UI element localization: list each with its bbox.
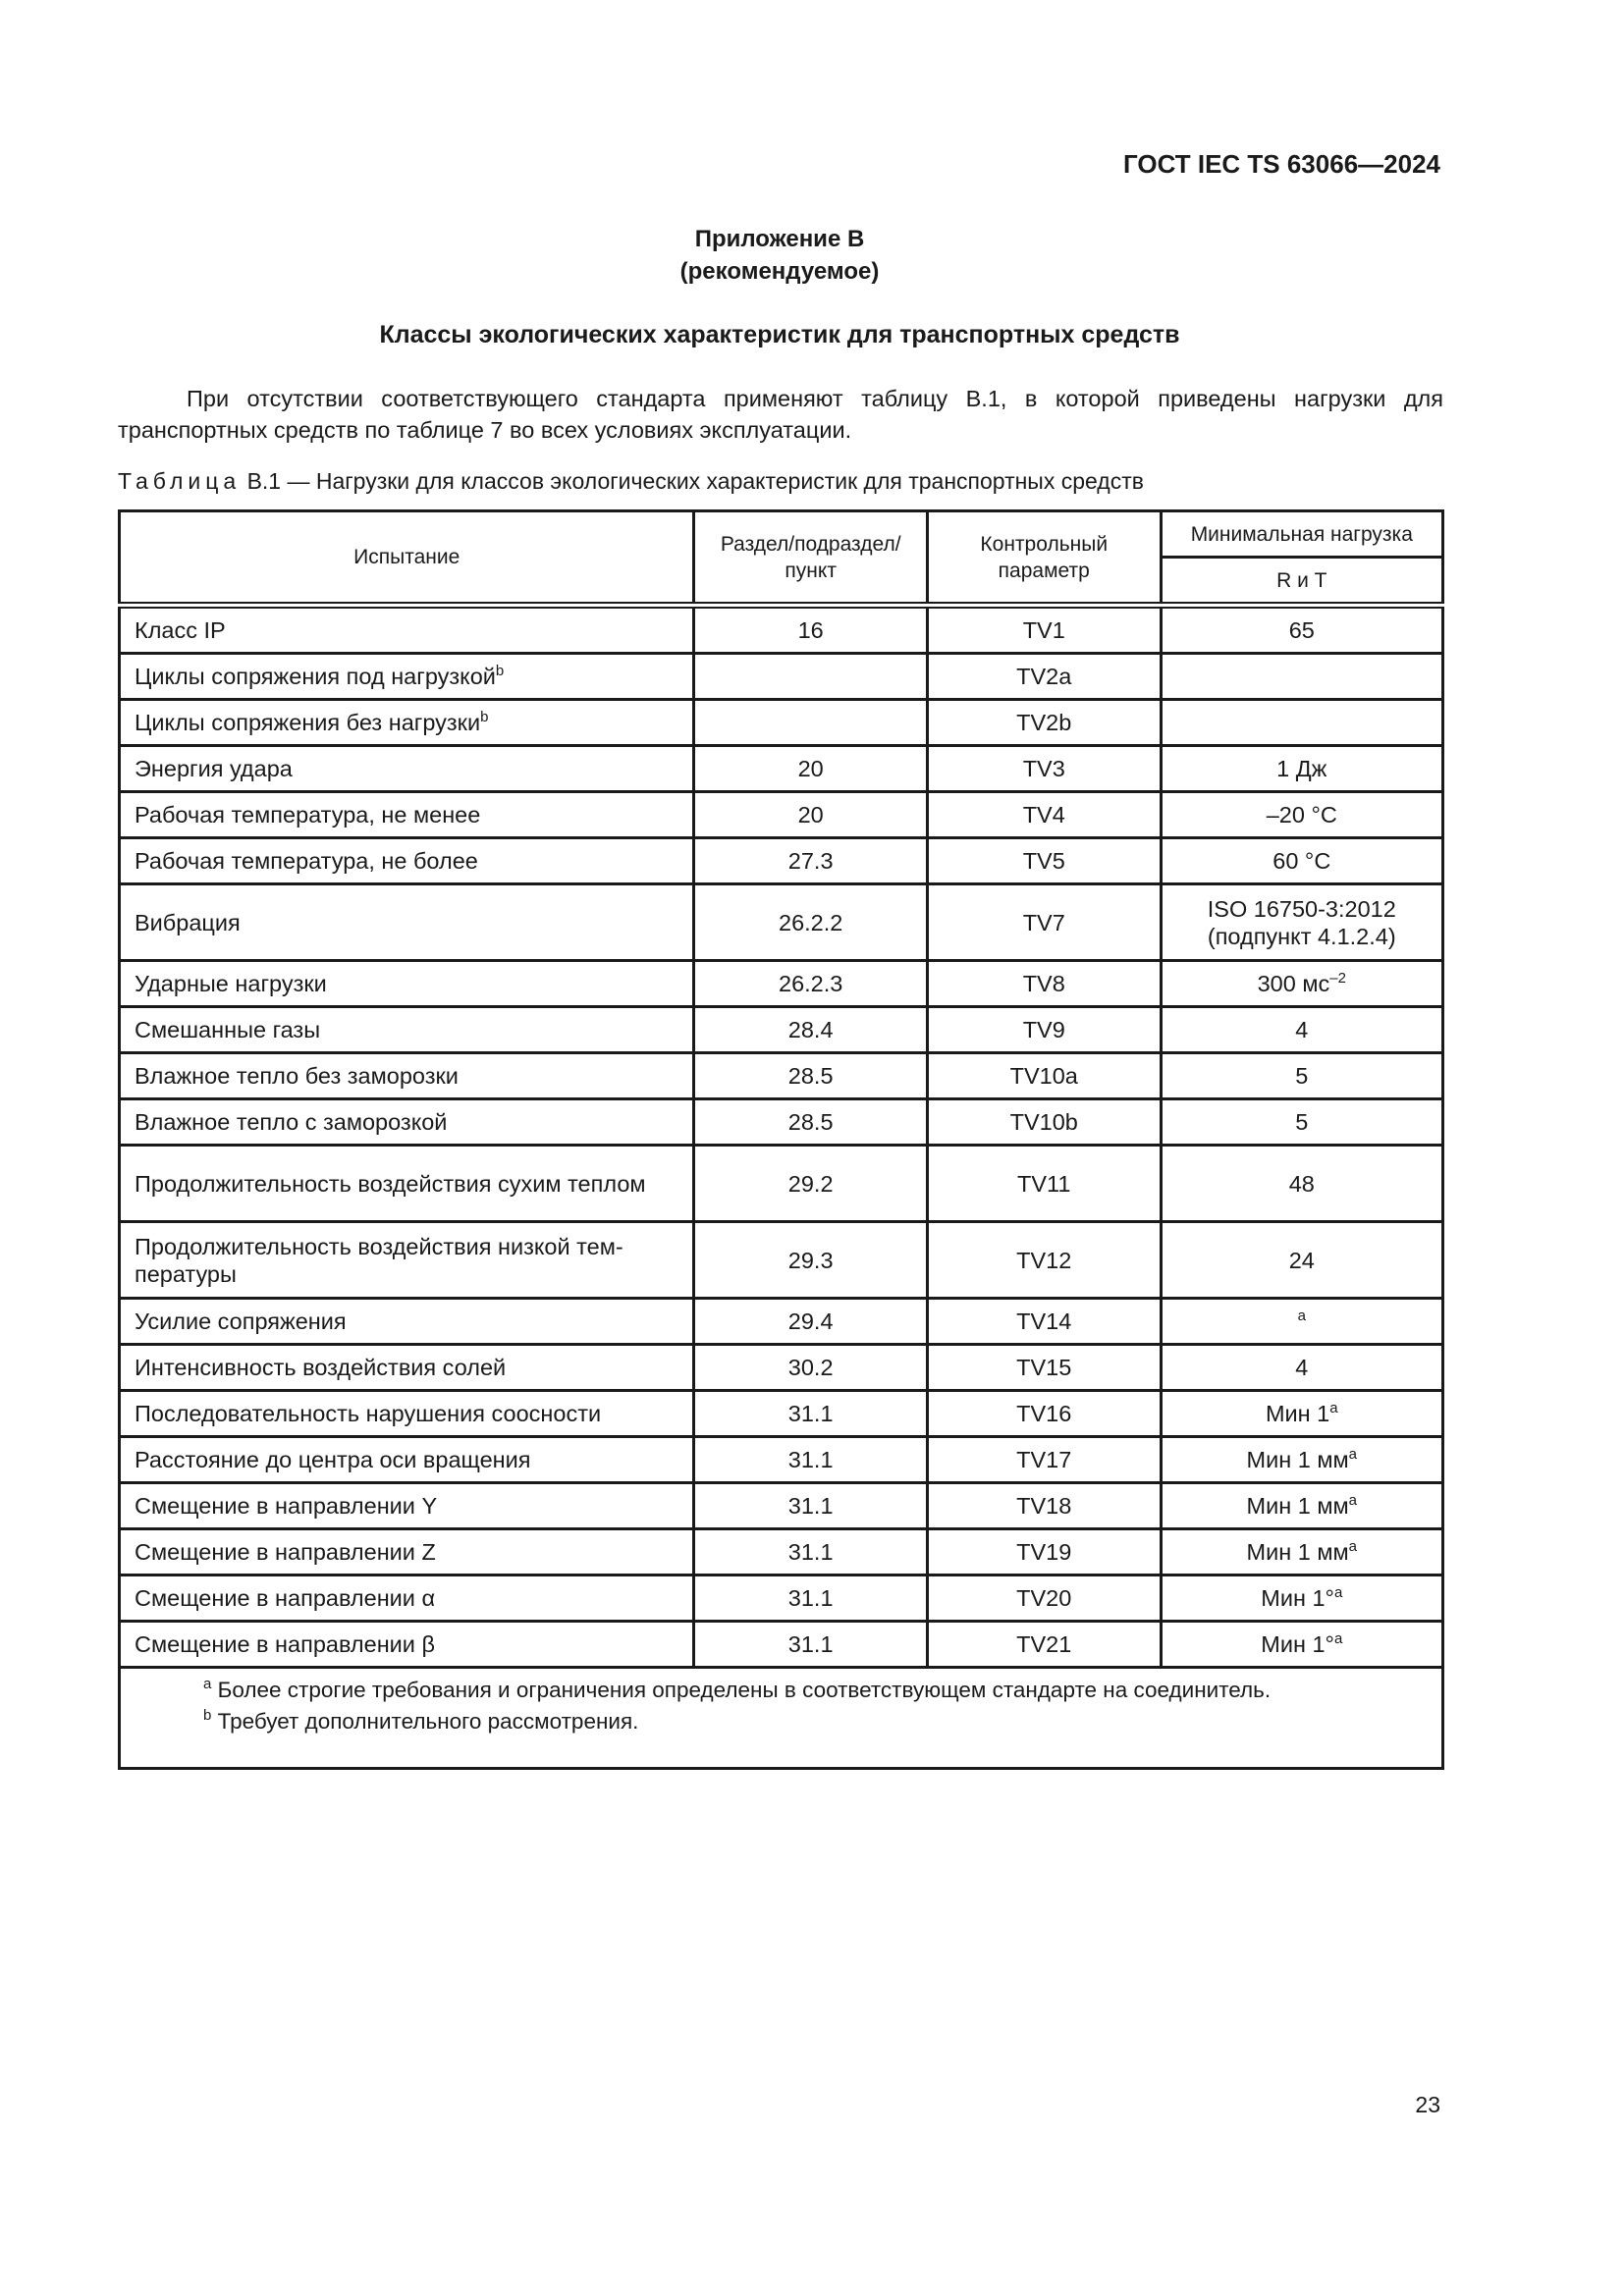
- value-cell-text: 60 °C: [1272, 848, 1331, 874]
- section-cell-text: 28.4: [787, 1017, 834, 1042]
- table-row: [120, 1622, 1443, 1668]
- section-cell: [694, 1529, 928, 1575]
- value-cell: [1161, 1622, 1442, 1668]
- table-row: [120, 1299, 1443, 1345]
- test-cell: [120, 1622, 694, 1668]
- value-cell: [1161, 1007, 1442, 1053]
- value-cell-text: 48: [1288, 1170, 1315, 1197]
- section-cell: [694, 1099, 928, 1146]
- footnote-ref: a: [1348, 1492, 1358, 1509]
- test-cell-text: Циклы сопряжения под нагрузкой: [135, 664, 496, 689]
- section-cell-text: 29.3: [787, 1247, 834, 1273]
- value-cell: [1161, 1483, 1442, 1529]
- param-cell-text: TV3: [1022, 756, 1065, 781]
- param-cell-text: TV12: [1016, 1247, 1072, 1273]
- test-cell: [120, 654, 694, 700]
- header-param: Контрольный параметр: [927, 511, 1161, 606]
- param-cell-text: TV11: [1017, 1170, 1071, 1197]
- param-cell-text: TV18: [1016, 1493, 1072, 1519]
- footnote-text: Требует дополнительного рассмотрения.: [211, 1709, 639, 1734]
- test-cell: [120, 1575, 694, 1622]
- param-cell-text: TV2a: [1016, 664, 1072, 689]
- value-cell-text: 300 мс: [1257, 971, 1330, 996]
- test-cell: [120, 792, 694, 838]
- test-cell-text: Вибрация: [135, 909, 241, 935]
- section-cell: [694, 1575, 928, 1622]
- section-cell-text: 20: [797, 802, 824, 828]
- section-cell-text: 16: [797, 617, 824, 643]
- table-row: [120, 1222, 1443, 1299]
- param-cell: [927, 1053, 1161, 1099]
- value-cell: [1161, 1391, 1442, 1437]
- value-cell-text: 4: [1295, 1017, 1309, 1042]
- footnote-mark: b: [203, 1707, 212, 1724]
- param-cell: [927, 1299, 1161, 1345]
- section-cell: [694, 1483, 928, 1529]
- param-cell-text: TV9: [1022, 1017, 1065, 1042]
- test-cell: [120, 1483, 694, 1529]
- test-cell: [120, 1529, 694, 1575]
- footnote-mark: a: [203, 1676, 212, 1692]
- test-cell-text: Последовательность нарушения соосности: [135, 1401, 602, 1426]
- footnote-text: Более строгие требования и ограничения определены в соответствующем стандарте на соединитель.: [211, 1678, 1272, 1702]
- table-row: [120, 1053, 1443, 1099]
- header-min-load: Минимальная нагрузка: [1161, 511, 1442, 558]
- footnote-ref: a: [1333, 1630, 1343, 1647]
- section-cell: [694, 700, 928, 746]
- test-cell: [120, 1299, 694, 1345]
- test-cell-text: Усилие сопряжения: [135, 1308, 347, 1334]
- value-cell-text: Мин 1°: [1261, 1631, 1334, 1657]
- section-cell: [694, 1391, 928, 1437]
- test-cell-text: Ударные нагрузки: [135, 971, 327, 996]
- test-cell-text: Расстояние до центра оси вращения: [135, 1447, 531, 1472]
- section-cell: [694, 746, 928, 792]
- table-caption: [118, 468, 1144, 495]
- section-cell: [694, 838, 928, 884]
- param-cell-text: TV21: [1016, 1631, 1072, 1657]
- param-cell: [927, 1391, 1161, 1437]
- section-cell: [694, 1622, 928, 1668]
- test-cell-text: Влажное тепло с заморозкой: [135, 1109, 448, 1135]
- value-cell: [1161, 1299, 1442, 1345]
- page-number: 23: [1415, 2092, 1440, 2117]
- value-cell: [1161, 1437, 1442, 1483]
- test-cell: [120, 838, 694, 884]
- value-cell: [1161, 746, 1442, 792]
- section-cell-text: 31.1: [787, 1401, 834, 1426]
- param-cell: [927, 884, 1161, 961]
- footnotes: [120, 1668, 1443, 1769]
- table-row: [120, 1483, 1443, 1529]
- table-row: [120, 1575, 1443, 1622]
- footnote-ref: a: [1348, 1538, 1358, 1555]
- section-cell: [694, 1437, 928, 1483]
- value-cell-text: Мин 1 мм: [1246, 1539, 1349, 1565]
- section-cell-text: 28.5: [787, 1063, 834, 1089]
- param-cell: [927, 746, 1161, 792]
- test-cell: [120, 606, 694, 654]
- test-cell: [120, 1146, 694, 1222]
- value-cell: [1161, 1575, 1442, 1622]
- section-cell: [694, 1299, 928, 1345]
- param-cell: [927, 961, 1161, 1007]
- intro-paragraph: При отсутствии соответствующего стандарта применяют таблицу B.1, в которой приведены нагрузки для транспортных средств по таблице 7 во всех условиях эксплуатации.: [118, 386, 1443, 443]
- table-row: [120, 654, 1443, 700]
- test-cell-text: Смещение в направлении Y: [135, 1493, 438, 1519]
- footnote-ref: b: [480, 709, 489, 725]
- value-cell-text: Мин 1°: [1261, 1585, 1334, 1611]
- table-row: [120, 1099, 1443, 1146]
- section-cell: [694, 884, 928, 961]
- section-cell-text: 30.2: [787, 1355, 834, 1380]
- test-cell-text: Смещение в направлении β: [135, 1631, 435, 1657]
- section-cell: [694, 961, 928, 1007]
- value-cell-text: Мин 1 мм: [1246, 1493, 1349, 1519]
- param-cell-text: TV20: [1016, 1585, 1072, 1611]
- param-cell-text: TV14: [1016, 1308, 1072, 1334]
- section-cell: [694, 1345, 928, 1391]
- value-cell-text: 4: [1295, 1355, 1309, 1380]
- section-cell-text: 31.1: [787, 1585, 834, 1611]
- test-cell-text: Рабочая температура, не менее: [135, 802, 481, 828]
- param-cell-text: TV19: [1016, 1539, 1072, 1565]
- param-cell: [927, 1007, 1161, 1053]
- test-cell-text: Смещение в направлении Z: [135, 1539, 436, 1565]
- value-cell: [1161, 838, 1442, 884]
- section-cell: [694, 1222, 928, 1299]
- param-cell-text: TV1: [1022, 617, 1065, 643]
- table-row: [120, 1146, 1443, 1222]
- param-cell: [927, 1483, 1161, 1529]
- section-cell: [694, 1007, 928, 1053]
- value-cell-text: 24: [1288, 1247, 1315, 1273]
- param-cell-text: TV5: [1022, 848, 1065, 874]
- document-code: ГОСТ IEC TS 63066—2024: [1122, 149, 1440, 179]
- param-cell: [927, 606, 1161, 654]
- param-cell: [927, 1575, 1161, 1622]
- caption-label: Таблица: [118, 468, 242, 494]
- section-cell-text: 31.1: [787, 1539, 834, 1565]
- param-cell: [927, 792, 1161, 838]
- header-section: Раздел/подраздел/ пункт: [694, 511, 928, 606]
- param-cell-text: TV4: [1022, 802, 1065, 828]
- test-cell-text: Циклы сопряжения без нагрузки: [135, 710, 481, 735]
- test-cell-text: Энергия удара: [135, 756, 293, 781]
- test-cell-text: Продолжительность воздействия низкой тем-пературы: [135, 1233, 623, 1287]
- footnote-ref: a: [1348, 1446, 1358, 1463]
- section-cell-text: 28.5: [787, 1109, 834, 1135]
- value-cell-text: ISO 16750-3:2012 (подпункт 4.1.2.4): [1207, 895, 1396, 949]
- param-cell-text: TV10a: [1009, 1063, 1078, 1089]
- test-cell: [120, 884, 694, 961]
- header-rt: R и T: [1161, 558, 1442, 606]
- param-cell: [927, 1146, 1161, 1222]
- test-cell-text: Класс IP: [135, 617, 226, 643]
- loads-table: [118, 509, 1444, 1770]
- test-cell-text: Рабочая температура, не более: [135, 848, 478, 874]
- value-cell-text: Мин 1: [1265, 1401, 1330, 1426]
- param-cell: [927, 1099, 1161, 1146]
- test-cell: [120, 700, 694, 746]
- value-cell: [1161, 1222, 1442, 1299]
- value-cell: [1161, 700, 1442, 746]
- value-cell: [1161, 1146, 1442, 1222]
- param-cell-text: TV2b: [1016, 710, 1072, 735]
- param-cell: [927, 1222, 1161, 1299]
- header-test: Испытание: [120, 511, 694, 606]
- section-cell-text: 31.1: [787, 1631, 834, 1657]
- table-row: [120, 1391, 1443, 1437]
- param-cell-text: TV8: [1022, 971, 1065, 996]
- value-cell: [1161, 606, 1442, 654]
- value-cell-text: Мин 1 мм: [1246, 1447, 1349, 1472]
- param-cell: [927, 1345, 1161, 1391]
- table-row: [120, 1345, 1443, 1391]
- section-cell: [694, 1053, 928, 1099]
- table-row: [120, 1529, 1443, 1575]
- table-row: [120, 606, 1443, 654]
- test-cell: [120, 1437, 694, 1483]
- param-cell: [927, 1529, 1161, 1575]
- test-cell: [120, 1099, 694, 1146]
- param-cell-text: TV15: [1016, 1355, 1072, 1380]
- value-cell: [1161, 654, 1442, 700]
- table-row: [120, 792, 1443, 838]
- section-cell: [694, 654, 928, 700]
- param-cell: [927, 700, 1161, 746]
- footnote-ref: a: [1297, 1308, 1306, 1324]
- table-row: [120, 1437, 1443, 1483]
- footnote-ref: a: [1329, 1400, 1338, 1416]
- caption-text: B.1 — Нагрузки для классов экологических характеристик для транспортных средств: [241, 468, 1144, 494]
- value-cell-text: 65: [1288, 617, 1315, 643]
- section-cell-text: 31.1: [787, 1493, 834, 1519]
- test-cell: [120, 1007, 694, 1053]
- value-cell: [1161, 884, 1442, 961]
- test-cell-text: Смешанные газы: [135, 1017, 321, 1042]
- param-cell: [927, 838, 1161, 884]
- table-row: [120, 746, 1443, 792]
- table-row: [120, 700, 1443, 746]
- value-cell: [1161, 1529, 1442, 1575]
- test-cell: [120, 1222, 694, 1299]
- test-cell: [120, 961, 694, 1007]
- test-cell: [120, 1345, 694, 1391]
- section-cell: [694, 1146, 928, 1222]
- test-cell: [120, 746, 694, 792]
- table-row: [120, 1007, 1443, 1053]
- value-cell-text: 1 Дж: [1276, 756, 1327, 781]
- value-cell: [1161, 792, 1442, 838]
- value-cell-text: –20 °C: [1266, 802, 1337, 828]
- section-cell-text: 29.4: [787, 1308, 834, 1334]
- param-cell-text: TV17: [1016, 1447, 1072, 1472]
- test-cell-text: Продолжительность воздействия сухим теплом: [135, 1170, 646, 1197]
- param-cell-text: TV16: [1016, 1401, 1072, 1426]
- footnotes-row: [120, 1668, 1443, 1769]
- test-cell-text: Смещение в направлении α: [135, 1585, 436, 1611]
- section-cell-text: 27.3: [787, 848, 834, 874]
- footnote: [203, 1706, 1428, 1737]
- test-cell: [120, 1053, 694, 1099]
- footnote-ref: b: [495, 663, 505, 679]
- value-cell-text: 5: [1295, 1063, 1309, 1089]
- param-cell: [927, 1622, 1161, 1668]
- test-cell-text: Интенсивность воздействия солей: [135, 1355, 507, 1380]
- section-title: Классы экологических характеристик для транспортных средств: [379, 321, 1180, 348]
- table-row: [120, 884, 1443, 961]
- section-cell-text: 29.2: [787, 1170, 834, 1197]
- section-cell-text: 26.2.2: [779, 909, 843, 935]
- annex-title: Приложение B: [694, 226, 865, 252]
- table-row: [120, 961, 1443, 1007]
- value-cell: [1161, 1099, 1442, 1146]
- test-cell: [120, 1391, 694, 1437]
- value-cell: [1161, 1053, 1442, 1099]
- section-cell-text: 26.2.3: [779, 971, 843, 996]
- test-cell-text: Влажное тепло без заморозки: [135, 1063, 459, 1089]
- table-row: [120, 838, 1443, 884]
- section-cell: [694, 792, 928, 838]
- value-cell: [1161, 1345, 1442, 1391]
- footnote-ref: a: [1333, 1584, 1343, 1601]
- annex-type: (рекомендуемое): [679, 258, 880, 285]
- param-cell: [927, 1437, 1161, 1483]
- value-cell: [1161, 961, 1442, 1007]
- footnote-ref: –2: [1329, 970, 1346, 987]
- section-cell-text: 31.1: [787, 1447, 834, 1472]
- section-cell: [694, 606, 928, 654]
- section-cell-text: 20: [797, 756, 824, 781]
- param-cell-text: TV10b: [1009, 1109, 1078, 1135]
- value-cell-text: 5: [1295, 1109, 1309, 1135]
- param-cell-text: TV7: [1022, 909, 1065, 935]
- footnote: [203, 1675, 1428, 1706]
- param-cell: [927, 654, 1161, 700]
